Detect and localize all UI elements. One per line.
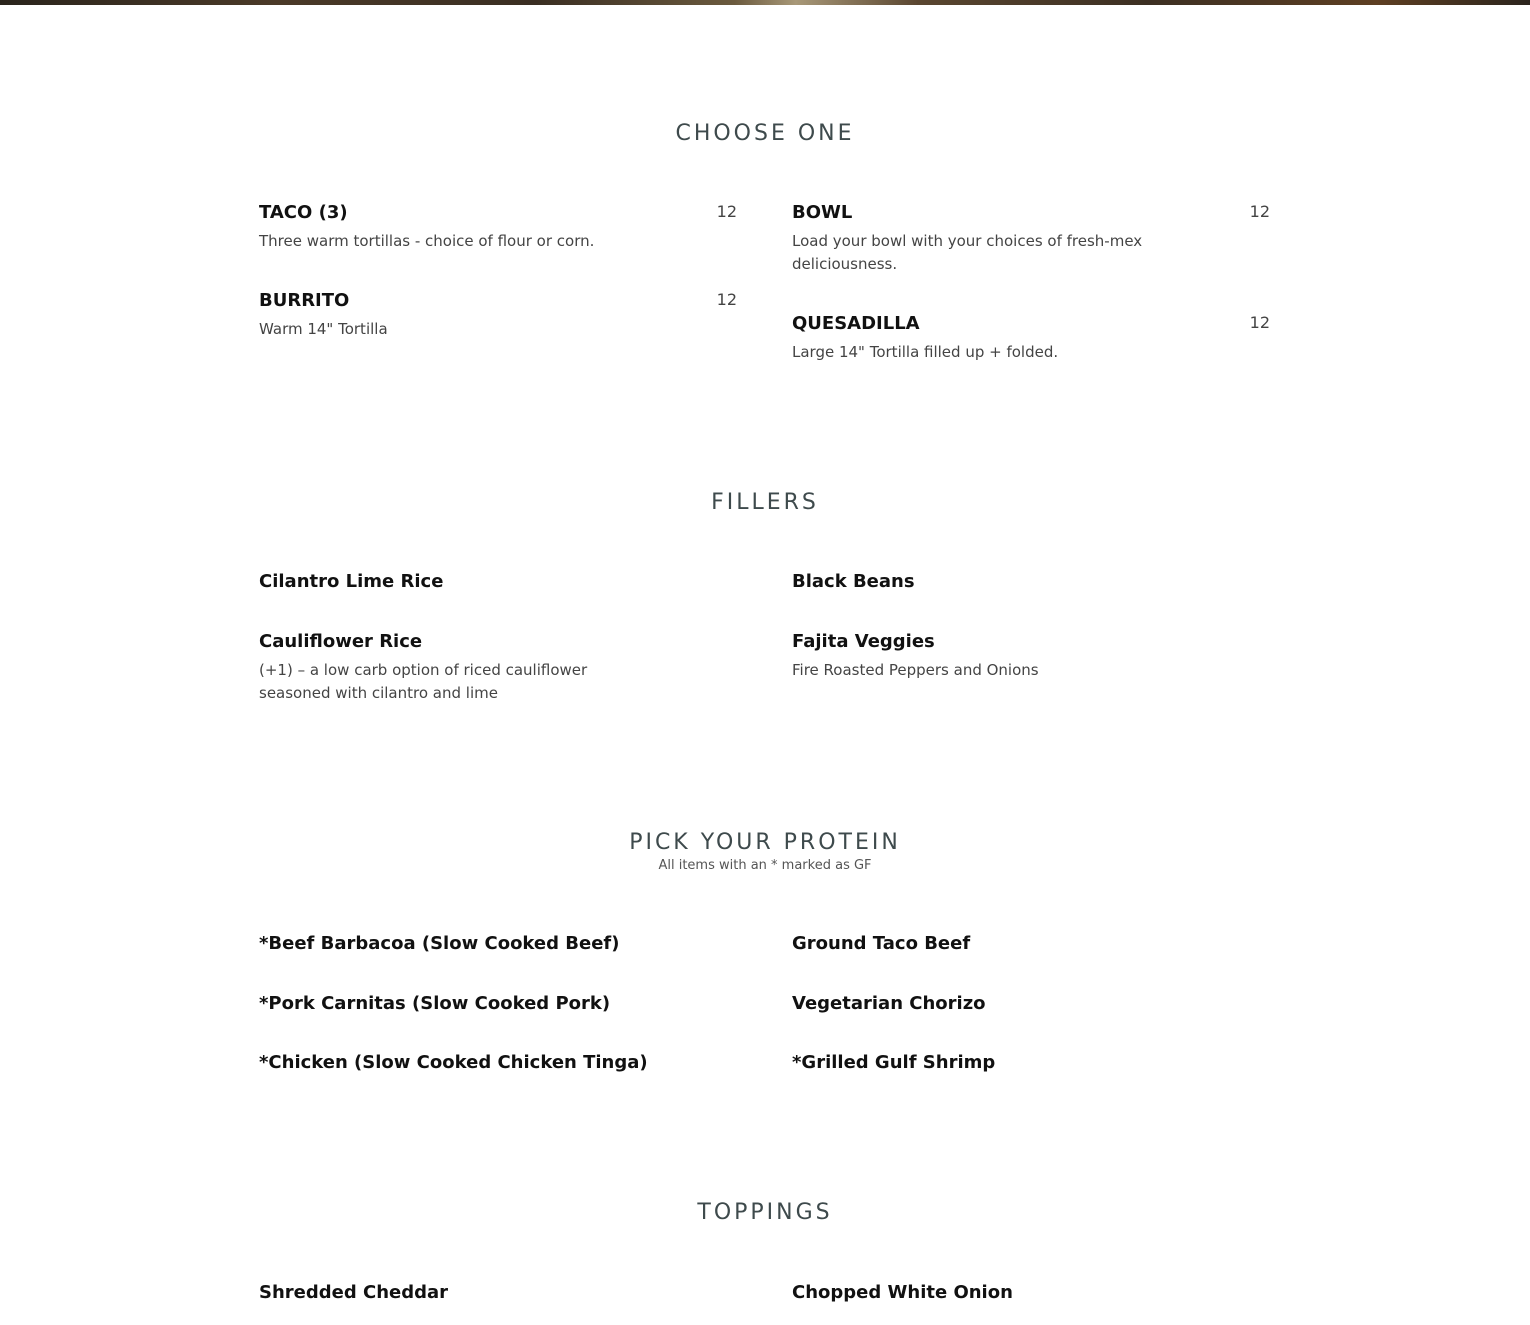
protein-beef-barbacoa: [259, 933, 619, 955]
filler-fajita-veggies: [792, 631, 1212, 682]
item-name: Cilantro Lime Rice: [259, 571, 444, 592]
item-description: Three warm tortillas - choice of flour or corn.: [259, 232, 595, 250]
item-name: Shredded Cheddar: [259, 1282, 449, 1303]
item-description: Fire Roasted Peppers and Onions: [792, 661, 1039, 679]
item-price: 12: [1249, 202, 1270, 221]
protein-pork-carnitas: [259, 993, 610, 1015]
item-name: Vegetarian Chorizo: [792, 993, 986, 1014]
item-name: QUESADILLA: [792, 313, 920, 334]
item-name: Ground Taco Beef: [792, 933, 971, 954]
menu-item-burrito: [259, 290, 679, 341]
protein-grilled-gulf-shrimp: [792, 1052, 995, 1074]
item-name: BURRITO: [259, 290, 350, 311]
item-name: TACO (3): [259, 202, 348, 223]
item-name: Black Beans: [792, 571, 915, 592]
section-title-fillers: FILLERS: [711, 490, 819, 515]
item-name: *Beef Barbacoa (Slow Cooked Beef): [259, 933, 620, 954]
filler-black-beans: [792, 571, 1212, 593]
item-price: 12: [1249, 313, 1270, 332]
item-name: *Chicken (Slow Cooked Chicken Tinga): [259, 1052, 648, 1073]
item-description: (+1) – a low carb option of riced cauliflower seasoned with cilantro and lime: [259, 661, 588, 702]
menu-item-quesadilla: [792, 313, 1212, 364]
menu-item-taco: [259, 202, 679, 253]
topping-shredded-cheddar: [259, 1282, 448, 1304]
item-name: BOWL: [792, 202, 853, 223]
item-name: *Grilled Gulf Shrimp: [792, 1052, 996, 1073]
menu-item-bowl: [792, 202, 1162, 276]
item-description: Large 14" Tortilla filled up + folded.: [792, 343, 1059, 361]
item-price: 12: [716, 202, 737, 221]
filler-cauliflower-rice: [259, 631, 659, 705]
item-name: *Pork Carnitas (Slow Cooked Pork): [259, 993, 611, 1014]
item-name: Cauliflower Rice: [259, 631, 423, 652]
item-name: Chopped White Onion: [792, 1282, 1013, 1303]
section-title-toppings: TOPPINGS: [697, 1200, 833, 1225]
section-title-choose-one: CHOOSE ONE: [675, 121, 855, 146]
section-title-protein: PICK YOUR PROTEIN: [629, 830, 901, 855]
topping-chopped-white-onion: [792, 1282, 1013, 1304]
item-description: Warm 14" Tortilla: [259, 320, 388, 338]
protein-chicken-tinga: [259, 1052, 648, 1074]
item-price: 12: [716, 290, 737, 309]
section-subtitle-protein: All items with an * marked as GF: [658, 858, 872, 873]
filler-cilantro-lime-rice: [259, 571, 679, 593]
item-name: Fajita Veggies: [792, 631, 935, 652]
item-description: Load your bowl with your choices of fresh-mex deliciousness.: [792, 232, 1143, 273]
protein-ground-taco-beef: [792, 933, 970, 955]
protein-vegetarian-chorizo: [792, 993, 986, 1015]
hero-image-strip: [0, 0, 1530, 5]
